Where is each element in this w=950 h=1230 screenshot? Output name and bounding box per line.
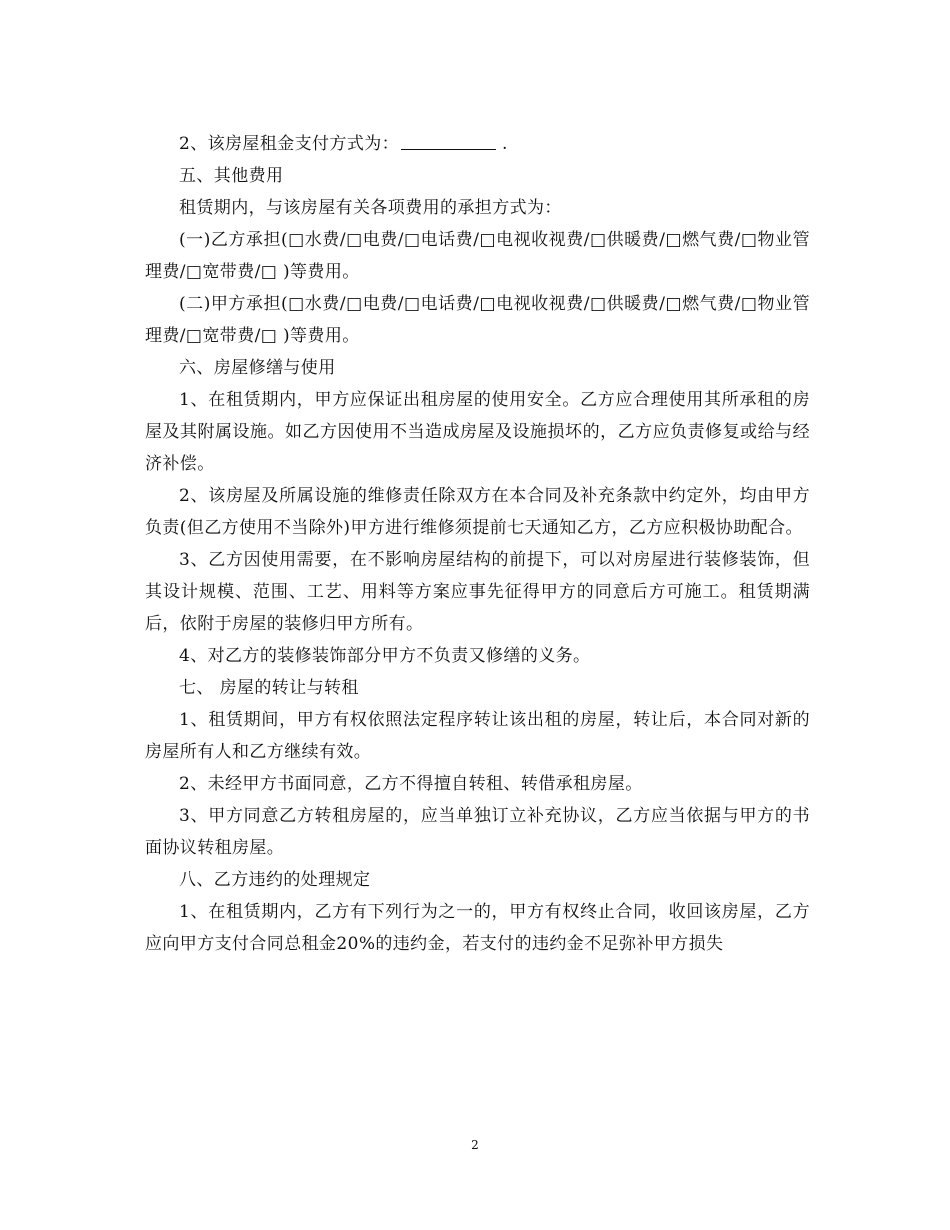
paragraph-landlord-fees: (二)甲方承担(□水费/□电费/□电话费/□电视收视费/□供暖费/□燃气费/□物业管理费/□宽带费/□ )等费用。 <box>145 294 810 346</box>
paragraph-tenant-fees: (一)乙方承担(□水费/□电费/□电话费/□电视收视费/□供暖费/□燃气费/□物业管理费/□宽带费/□ )等费用。 <box>145 230 810 282</box>
section-heading-repair-use: 六、房屋修缮与使用 <box>179 358 336 378</box>
rent-payment-period: . <box>502 134 508 154</box>
page-number: 2 <box>471 1138 479 1152</box>
section-heading-transfer-sublet: 七、 房屋的转让与转租 <box>179 678 359 698</box>
paragraph-breach-1: 1、在租赁期内，乙方有下列行为之一的，甲方有权终止合同，收回该房屋，乙方应向甲方支付合同总租金20%的违约金，若支付的违约金不足弥补甲方损失 <box>145 902 810 954</box>
section-heading-other-fees: 五、其他费用 <box>179 166 284 186</box>
paragraph-repair-1: 1、在租赁期内，甲方应保证出租房屋的使用安全。乙方应合理使用其所承租的房屋及其附属设施。如乙方因使用不当造成房屋及设施损坏的，乙方应负责修复或给与经济补偿。 <box>145 390 810 474</box>
blank-field-line <box>401 131 496 150</box>
paragraph-repair-4: 4、对乙方的装修装饰部分甲方不负责又修缮的义务。 <box>179 646 591 666</box>
paragraph-fees-intro: 租赁期内，与该房屋有关各项费用的承担方式为： <box>179 198 562 218</box>
document-body <box>145 128 810 960</box>
paragraph-transfer-2: 2、未经甲方书面同意，乙方不得擅自转租、转借承租房屋。 <box>179 774 643 794</box>
paragraph-repair-2: 2、该房屋及所属设施的维修责任除双方在本合同及补充条款中约定外，均由甲方负责(但乙方使用不当除外)甲方进行维修须提前七天通知乙方，乙方应积极协助配合。 <box>145 486 810 538</box>
paragraph-repair-3: 3、乙方因使用需要，在不影响房屋结构的前提下，可以对房屋进行装修装饰，但其设计规模、范围、工艺、用料等方案应事先征得甲方的同意后方可施工。租赁期满后，依附于房屋的装修归甲方所有。 <box>145 550 810 634</box>
paragraph-transfer-1: 1、租赁期间，甲方有权依照法定程序转让该出租的房屋，转让后，本合同对新的房屋所有人和乙方继续有效。 <box>145 710 810 762</box>
rent-payment-label: 2、该房屋租金支付方式为： <box>179 134 400 154</box>
section-heading-tenant-breach: 八、乙方违约的处理规定 <box>179 870 371 890</box>
paragraph-transfer-3: 3、甲方同意乙方转租房屋的，应当单独订立补充协议，乙方应当依据与甲方的书面协议转租房屋。 <box>145 806 810 858</box>
paragraph-rent-payment <box>145 128 810 160</box>
